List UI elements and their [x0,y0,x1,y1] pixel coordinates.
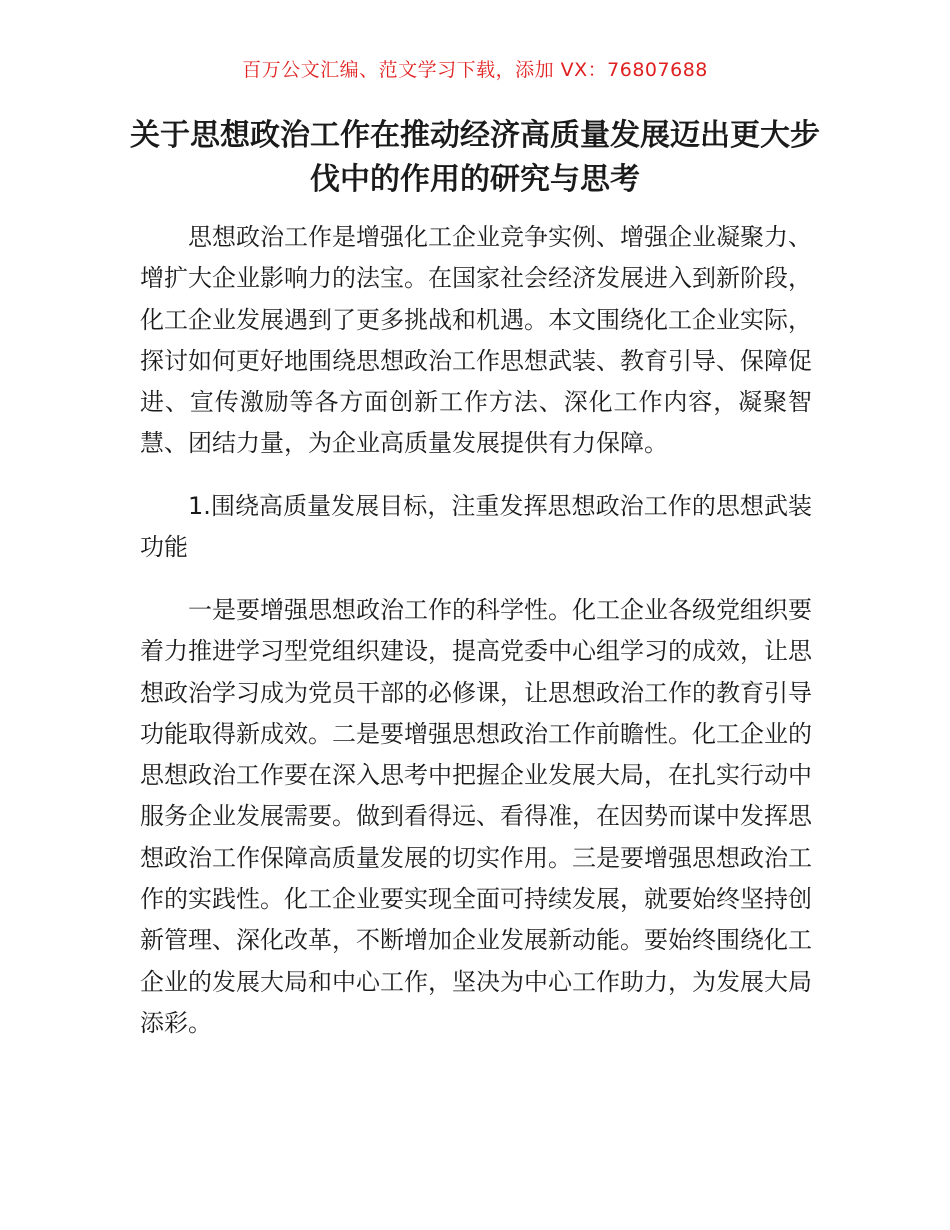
section-heading-1: 1.围绕高质量发展目标，注重发挥思想政治工作的思想武装功能 [140,492,812,562]
intro-paragraph: 思想政治工作是增强化工企业竞争实例、增强企业凝聚力、增扩大企业影响力的法宝。在国家社会经济发展进入到新阶段，化工企业发展遇到了更多挑战和机遇。本文围绕化工企业实际，探讨如何更好地围绕思想政治工作思想武装、教育引导、保障促进、宣传激励等各方面创新工作方法、深化工作内容，凝聚智慧、团结力量，为企业高质量发展提供有力保障。 [140,223,812,458]
section-1-paragraph: 一是要增强思想政治工作的科学性。化工企业各级党组织要着力推进学习型党组织建设，提高党委中心组学习的成效，让思想政治学习成为党员干部的必修课，让思想政治工作的教育引导功能取得新成效。二是要增强思想政治工作前瞻性。化工企业的思想政治工作要在深入思考中把握企业发展大局，在扎实行动中服务企业发展需要。做到看得远、看得准，在因势而谋中发挥思想政治工作保障高质量发展的切实作用。三是要增强思想政治工作的实践性。化工企业要实现全面可持续发展，就要始终坚持创新管理、深化改革，不断增加企业发展新动能。要始终围绕化工企业的发展大局和中心工作，坚决为中心工作助力，为发展大局添彩。 [140,596,812,1037]
header-banner: 百万公文汇编、范文学习下载，添加 VX：76807688 [242,59,708,81]
document-title: 关于思想政治工作在推动经济高质量发展迈出更大步伐中的作用的研究与思考 [130,118,820,197]
